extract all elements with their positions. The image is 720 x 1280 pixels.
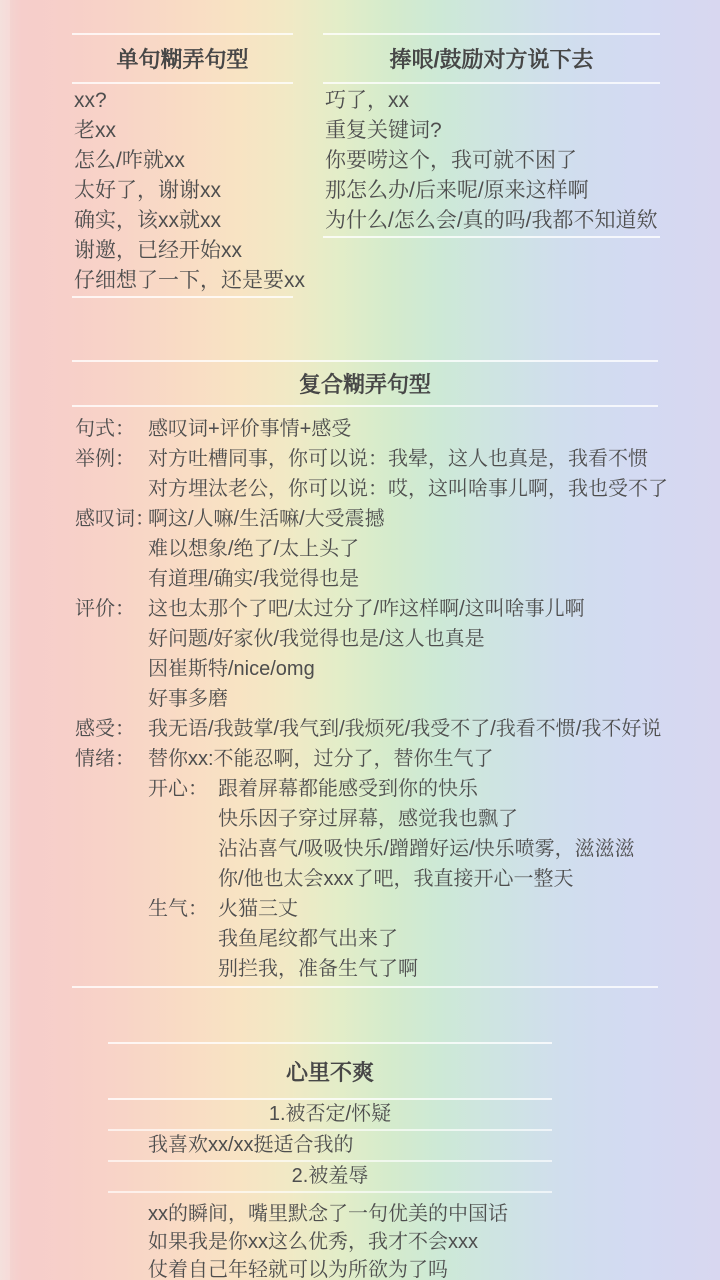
table-row xyxy=(72,534,658,564)
upset-section xyxy=(108,1042,552,1280)
table-row xyxy=(72,834,658,864)
list-item: 巧了，xx xyxy=(325,89,409,112)
list-item: xx的瞬间，嘴里默念了一句优美的中国话 xyxy=(148,1203,508,1225)
row-text: 对方埋汰老公，你可以说：哎，这叫啥事儿啊，我也受不了 xyxy=(148,478,668,500)
list-item: 你要唠这个，我可就不困了 xyxy=(325,149,577,172)
row-text: 快乐因子穿过屏幕，感觉我也飘了 xyxy=(218,808,518,830)
row-label: 情绪： xyxy=(75,748,135,770)
row-text: 好问题/好家伙/我觉得也是/这人也真是 xyxy=(148,628,485,650)
row-label xyxy=(75,654,148,684)
table-row xyxy=(72,774,658,804)
row-text: 难以想象/绝了/太上头了 xyxy=(148,538,360,560)
list-item: 重复关键词? xyxy=(325,119,442,142)
row-text: 这也太那个了吧/太过分了/咋这样啊/这叫啥事儿啊 xyxy=(148,598,585,620)
list-item: 仗着自己年轻就可以为所欲为了吗 xyxy=(148,1259,448,1280)
row-label xyxy=(75,804,148,834)
table-row xyxy=(72,894,658,924)
row-label xyxy=(75,834,148,864)
row-label xyxy=(75,534,148,564)
row-sublabel: 生气： xyxy=(148,898,208,920)
upset-replies xyxy=(108,1193,552,1280)
table-row xyxy=(72,864,658,894)
row-label xyxy=(75,864,148,894)
section-title-upset: 心里不爽 xyxy=(108,1042,552,1100)
table-row xyxy=(72,504,658,534)
row-label: 评价： xyxy=(75,598,135,620)
compound-sentence-rows xyxy=(72,407,668,988)
row-label xyxy=(75,474,148,504)
table-row xyxy=(72,414,658,444)
row-label xyxy=(75,564,148,594)
list-item: 确实，该xx就xx xyxy=(74,209,221,232)
row-text: 替你xx:不能忍啊，过分了，替你生气了 xyxy=(148,748,494,770)
row-sublabel xyxy=(148,804,218,834)
row-text: 好事多磨 xyxy=(148,688,228,710)
section-title-single-sentence: 单句糊弄句型 xyxy=(72,33,293,84)
row-text: 你/他也太会xxx了吧，我直接开心一整天 xyxy=(218,868,574,890)
row-label xyxy=(75,624,148,654)
row-text: 有道理/确实/我觉得也是 xyxy=(148,568,360,590)
row-label xyxy=(75,774,148,804)
table-row xyxy=(72,594,658,624)
table-row xyxy=(72,624,658,654)
table-row xyxy=(72,444,658,474)
row-label xyxy=(75,684,148,714)
upset-entry-denied: 1.被否定/怀疑 xyxy=(108,1100,552,1131)
row-text: 对方吐槽同事，你可以说：我晕，这人也真是，我看不惯 xyxy=(148,448,648,470)
row-label xyxy=(75,954,148,984)
row-label: 感受： xyxy=(75,718,135,740)
row-text: 我无语/我鼓掌/我气到/我烦死/我受不了/我看不惯/我不好说 xyxy=(148,718,662,740)
list-item: 为什么/怎么会/真的吗/我都不知道欸 xyxy=(325,209,658,232)
encourage-list xyxy=(323,84,660,238)
table-row xyxy=(72,654,658,684)
table-row xyxy=(72,744,658,774)
list-item: xx? xyxy=(74,89,107,112)
row-label xyxy=(75,894,148,924)
single-sentence-list xyxy=(72,84,305,298)
row-text: 跟着屏幕都能感受到你的快乐 xyxy=(218,778,478,800)
row-label: 句式： xyxy=(75,418,135,440)
list-item: 谢邀，已经开始xx xyxy=(74,239,242,262)
row-text: 感叹词+评价事情+感受 xyxy=(148,418,352,440)
upset-entry-insulted: 2.被羞辱 xyxy=(108,1162,552,1193)
table-row xyxy=(72,474,668,504)
list-item: 仔细想了一下，还是要xx xyxy=(74,269,305,292)
encourage-section xyxy=(323,33,660,238)
row-text: 啊这/人嘛/生活嘛/大受震撼 xyxy=(148,508,385,530)
row-label: 举例： xyxy=(75,448,135,470)
upset-reply: 我喜欢xx/xx挺适合我的 xyxy=(108,1131,552,1162)
table-row xyxy=(72,924,658,954)
list-item: 怎么/咋就xx xyxy=(74,149,185,172)
table-row xyxy=(72,564,658,594)
table-row xyxy=(72,954,658,984)
table-row xyxy=(72,684,658,714)
row-sublabel: 开心： xyxy=(148,778,208,800)
row-label xyxy=(75,924,148,954)
table-row xyxy=(72,804,658,834)
row-text: 别拦我，准备生气了啊 xyxy=(218,958,418,980)
list-item: 老xx xyxy=(74,119,116,142)
row-text: 火猫三丈 xyxy=(218,898,298,920)
section-title-compound: 复合糊弄句型 xyxy=(72,360,658,407)
row-text: 沾沾喜气/吸吸快乐/蹭蹭好运/快乐喷雾，滋滋滋 xyxy=(218,838,635,860)
row-sublabel xyxy=(148,924,218,954)
list-item: 太好了，谢谢xx xyxy=(74,179,221,202)
compound-sentence-section xyxy=(72,360,668,988)
row-sublabel xyxy=(148,834,218,864)
row-text: 因崔斯特/nice/omg xyxy=(148,658,315,680)
single-sentence-section xyxy=(72,33,305,298)
section-title-encourage: 捧哏/鼓励对方说下去 xyxy=(323,33,660,84)
row-sublabel xyxy=(148,954,218,984)
list-item: 如果我是你xx这么优秀，我才不会xxx xyxy=(148,1231,478,1253)
table-row xyxy=(72,714,662,744)
row-text: 我鱼尾纹都气出来了 xyxy=(218,928,398,950)
row-label: 感叹词： xyxy=(75,508,155,530)
list-item: 那怎么办/后来呢/原来这样啊 xyxy=(325,179,589,202)
row-sublabel xyxy=(148,864,218,894)
